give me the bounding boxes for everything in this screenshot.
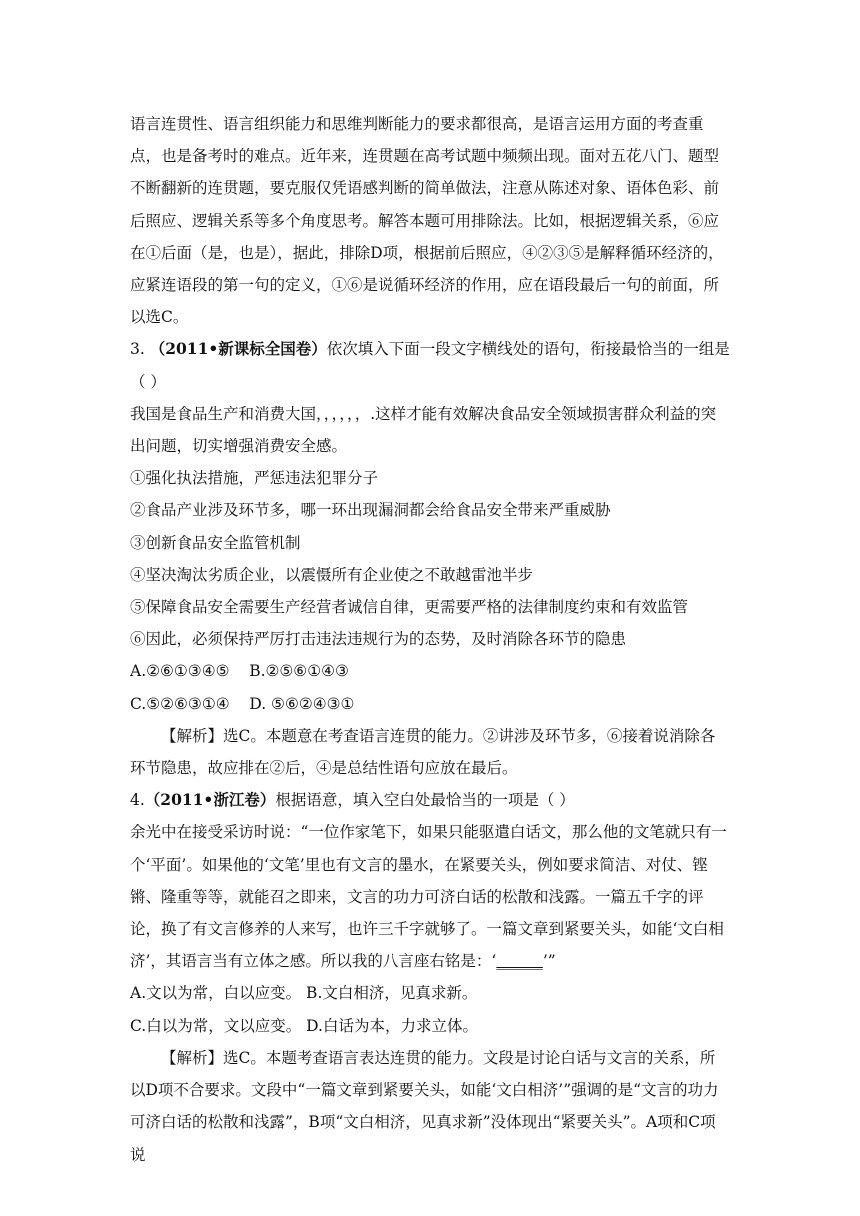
document-content bbox=[130, 108, 730, 1171]
question-4-number: 4. bbox=[130, 791, 145, 810]
question-3-passage: 我国是食品生产和消费大国，，，，，，.这样才能有效解决食品安全领域损害群众利益的突出问题，切实增强消费安全感。 bbox=[130, 404, 717, 456]
question-3-source: （2011•新课标全国卷） bbox=[149, 339, 327, 359]
analysis-label: 【解析】 bbox=[161, 1048, 224, 1067]
analysis-text: 选C。本题考查语言表达连贯的能力。文段是讨论白话与文言的关系，所以D项不合要求。文段中“一篇文章到紧要关头，如能‘文白相济’”强调的是“文言的功力可济白话的松散和浅露”，B项“文白相济，见真求新”没体现出“紧要关头”。A项和C项说 bbox=[130, 1048, 719, 1164]
analysis-text: 选C。本题意在考查语言连贯的能力。②讲涉及环节多，⑥接着说消除各环节隐患，故应排在②后，④是总结性语句应放在最后。 bbox=[130, 726, 716, 778]
question-4-passage bbox=[130, 816, 730, 977]
question-4-stem: 根据语意，填入空白处最恰当的一项是（ ） bbox=[275, 791, 575, 810]
passage-text: 余光中在接受采访时说：“一位作家笔下，如果只能驱遣白话文，那么他的文笔就只有一个‘平面’。如果他的‘文笔’里也有文言的墨水，在紧要关头，例如要求简洁、对仗、铿锵、隆重等等，就能召之即来，文言的功力可济白话的松散和浅露。一篇五千字的评论，换了有文言修养的人来写，也许三千字就够了。一篇文章到紧要关头，如能‘文白相济’，其语言当有立体之感。所以我的八言座右铭是：‘ bbox=[130, 823, 727, 971]
question-3-item: ②食品产业涉及环节多，哪一环出现漏洞都会给食品安全带来严重威胁 bbox=[130, 501, 611, 520]
intro-paragraph: 语言连贯性、语言组织能力和思维判断能力的要求都很高，是语言运用方面的考查重点，也是备考时的难点。近年来，连贯题在高考试题中频频出现。面对五花八门、题型不断翻新的连贯题，要克服仅凭语感判断的简单做法，注意从陈述对象、语体色彩、前后照应、逻辑关系等多个角度思考。解答本题可用排除法。比如，根据逻辑关系，⑥应在①后面（是，也是），据此，排除D项，根据前后照应，④②③⑤是解释循环经济的，应紧连语段的第一句的定义，①⑥是说循环经济的作用，应在语段最后一句的前面，所以选C。 bbox=[130, 115, 724, 327]
answer-blank: ______ bbox=[496, 952, 543, 971]
question-3-options-cd: C.⑤②⑥③①④ D. ⑤⑥②④③① bbox=[130, 694, 355, 713]
question-3-item: ⑤保障食品安全需要生产经营者诚信自律，更需要严格的法律制度约束和有效监管 bbox=[130, 598, 689, 617]
question-4-options-cd: C.白以为常，文以应变。 D.白话为本，力求立体。 bbox=[130, 1016, 478, 1035]
question-4-options-ab: A.文以为常，白以应变。 B.文白相济，见真求新。 bbox=[130, 984, 478, 1003]
question-3-item: ③创新食品安全监管机制 bbox=[130, 533, 301, 552]
question-3-options-ab: A.②⑥①③④⑤ B.②⑤⑥①④③ bbox=[130, 662, 349, 681]
question-3-heading bbox=[130, 333, 730, 397]
question-3-analysis bbox=[130, 720, 730, 784]
question-3-stem: 依次填入下面一段文字横线处的语句，衔接最恰当的一组是（ ） bbox=[130, 340, 730, 391]
question-4-source: （2011•浙江卷） bbox=[144, 790, 276, 810]
analysis-label: 【解析】 bbox=[161, 726, 224, 745]
question-3-number: 3. bbox=[130, 340, 150, 359]
question-3-item: ⑥因此，必须保持严厉打击违法违规行为的态势，及时消除各环节的隐患 bbox=[130, 630, 627, 649]
question-4-analysis bbox=[130, 1042, 730, 1171]
question-3-item: ①强化执法措施，严惩违法犯罪分子 bbox=[130, 469, 379, 488]
question-3-item: ④坚决淘汰劣质企业，以震慑所有企业使之不敢越雷池半步 bbox=[130, 565, 534, 584]
passage-closing: ’” bbox=[542, 952, 556, 971]
question-4-heading bbox=[130, 784, 730, 816]
